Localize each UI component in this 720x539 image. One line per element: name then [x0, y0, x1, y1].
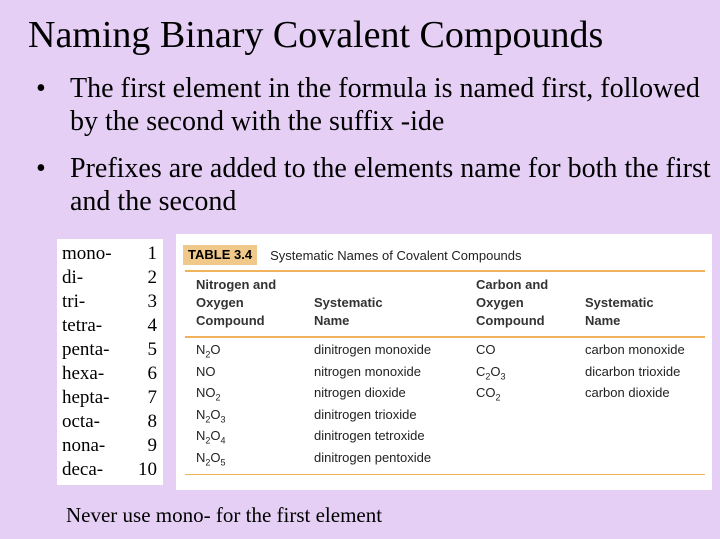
- prefix-label: deca-: [62, 459, 104, 480]
- column-headers: [176, 276, 712, 332]
- bullet-list: [36, 72, 712, 232]
- bullet-dot: •: [36, 73, 46, 104]
- n-compound-cell: $N_2O$: [196, 342, 221, 360]
- n-compound-cell: $N_2O_3$: [196, 406, 226, 425]
- table-caption: Systematic Names of Covalent Compounds: [270, 247, 522, 263]
- prefix-label: penta-: [62, 339, 110, 360]
- prefix-row: [57, 410, 163, 434]
- table-row: [176, 428, 712, 450]
- column-header: Carbon and Oxygen Compound: [476, 277, 549, 328]
- bullet-text: Prefixes are added to the elements name for both the first and the second: [70, 153, 711, 217]
- bullet-text: The first element in the formula is named first, followed by the second with the suffix -ide: [70, 73, 700, 137]
- c-compound-cell: CO: [476, 342, 496, 357]
- prefix-number: 10: [138, 459, 157, 480]
- prefix-number: 7: [147, 387, 157, 408]
- n-name-cell: dinitrogen pentoxide: [314, 449, 432, 465]
- prefix-row: [57, 362, 163, 386]
- prefix-label: octa-: [62, 411, 100, 432]
- table-label: TABLE 3.4: [183, 245, 257, 265]
- c-name-cell: carbon monoxide: [585, 342, 685, 357]
- table-row: [176, 385, 712, 407]
- prefix-row: [57, 290, 163, 314]
- table-header: [183, 244, 705, 266]
- prefix-table: [57, 239, 163, 485]
- c-compound-cell: $C_2O_3$: [476, 363, 506, 382]
- n-compound-cell: NO: [196, 363, 216, 379]
- prefix-number: 5: [147, 339, 157, 360]
- n-name-cell: dinitrogen monoxide: [314, 342, 432, 357]
- prefix-label: tetra-: [62, 315, 103, 336]
- slide-title: Naming Binary Covalent Compounds: [28, 14, 604, 56]
- prefix-number: 4: [147, 315, 157, 336]
- bullet-item: [36, 72, 712, 138]
- n-compound-cell: $NO_2$: [196, 385, 221, 403]
- n-name-cell: dinitrogen trioxide: [314, 406, 417, 422]
- column-header-text: Systematic Name: [585, 295, 654, 328]
- prefix-row: [57, 434, 163, 458]
- bullet-dot: •: [36, 153, 46, 184]
- n-name-cell: nitrogen dioxide: [314, 385, 406, 400]
- table-rule-bottom: [185, 474, 705, 475]
- c-name-cell: dicarbon trioxide: [585, 363, 681, 379]
- table-row: [176, 450, 712, 472]
- column-header: [585, 276, 654, 330]
- footnote: Never use mono- for the first element: [66, 503, 383, 527]
- table-body: [176, 342, 712, 471]
- prefix-label: mono-: [62, 243, 112, 264]
- table-row: [176, 407, 712, 429]
- n-compound-cell: $N_2O_5$: [196, 449, 226, 468]
- prefix-number: 6: [147, 363, 157, 384]
- prefix-row: [57, 458, 163, 482]
- prefix-row: [57, 266, 163, 290]
- table-rule-top: [185, 270, 705, 272]
- table-row: [176, 342, 712, 364]
- table-row: [176, 364, 712, 386]
- prefix-label: hexa-: [62, 363, 105, 384]
- n-compound-cell: $N_2O_4$: [196, 428, 226, 446]
- n-name-cell: dinitrogen tetroxide: [314, 428, 425, 443]
- prefix-row: [57, 386, 163, 410]
- n-name-cell: nitrogen monoxide: [314, 363, 421, 379]
- prefix-label: di-: [62, 267, 84, 288]
- column-header-text: Systematic Name: [314, 295, 383, 328]
- prefix-number: 9: [147, 435, 157, 456]
- bullet-item: [36, 152, 712, 218]
- prefix-row: [57, 338, 163, 362]
- c-name-cell: carbon dioxide: [585, 385, 670, 400]
- prefix-number: 2: [147, 267, 157, 288]
- prefix-label: tri-: [62, 291, 86, 312]
- column-header: [314, 276, 383, 330]
- table-rule-mid: [185, 336, 705, 338]
- prefix-row: [57, 242, 163, 266]
- covalent-names-table: [176, 234, 712, 490]
- prefix-label: nona-: [62, 435, 106, 456]
- prefix-label: hepta-: [62, 387, 110, 408]
- prefix-number: 1: [147, 243, 157, 264]
- prefix-row: [57, 314, 163, 338]
- prefix-number: 8: [147, 411, 157, 432]
- column-header: Nitrogen and Oxygen Compound: [196, 277, 277, 328]
- c-compound-cell: $CO_2$: [476, 385, 501, 403]
- prefix-number: 3: [147, 291, 157, 312]
